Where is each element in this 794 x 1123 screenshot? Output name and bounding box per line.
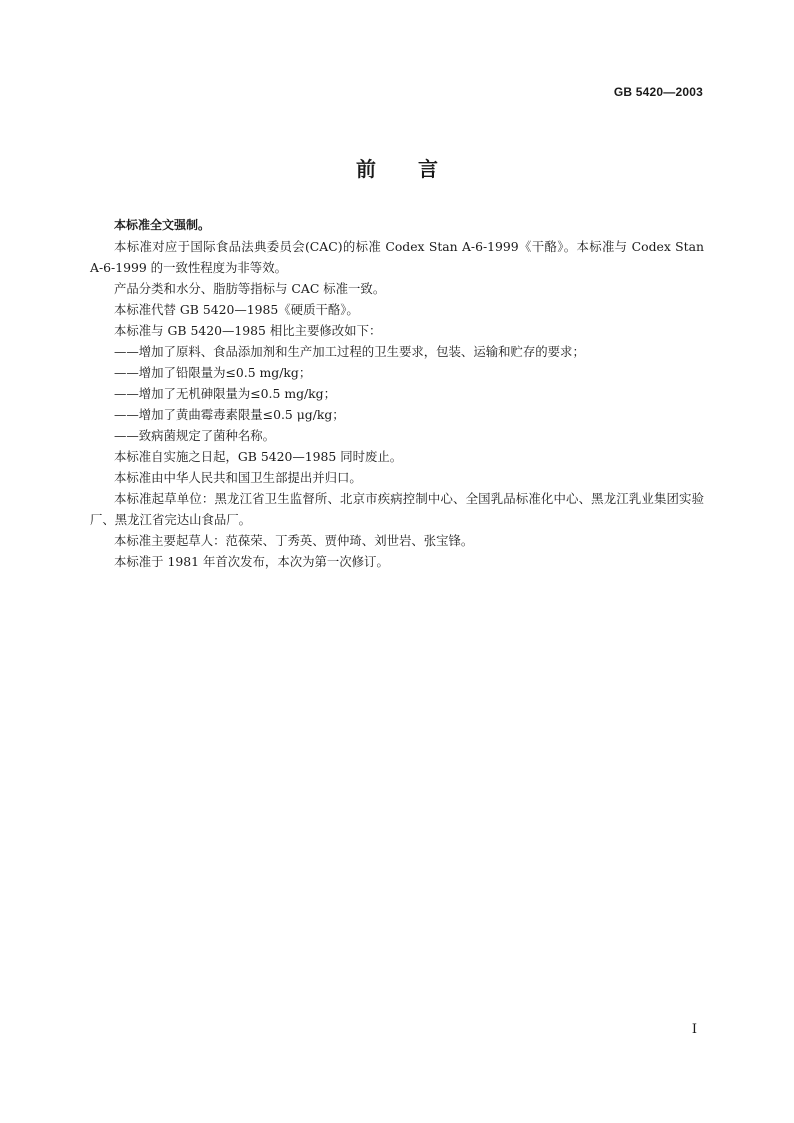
paragraph-correspondence: 本标准对应于国际食品法典委员会(CAC)的标准 Codex Stan A-6-1999《干酪》。本标准与 Codex Stan A-6-1999 的一致性程度为非等效。	[90, 239, 704, 275]
page-number: I	[691, 1022, 697, 1037]
mandatory-statement: 本标准全文强制。	[114, 218, 211, 232]
preface-body	[90, 215, 704, 572]
change-item: ——增加了无机砷限量为≤0.5 mg/kg；	[114, 386, 337, 401]
paragraph-changes-intro: 本标准与 GB 5420—1985 相比主要修改如下：	[114, 323, 382, 338]
change-item: ——增加了铅限量为≤0.5 mg/kg；	[114, 365, 312, 380]
standard-code: GB 5420—2003	[613, 85, 703, 99]
paragraph-proposed-by: 本标准由中华人民共和国卫生部提出并归口。	[114, 470, 362, 485]
paragraph-classification: 产品分类和水分、脂肪等指标与 CAC 标准一致。	[114, 281, 386, 296]
change-item: ——增加了原料、食品添加剂和生产加工过程的卫生要求，包装、运输和贮存的要求；	[114, 344, 585, 359]
page-title	[0, 153, 794, 182]
change-item: ——致病菌规定了菌种名称。	[114, 428, 276, 443]
paragraph-history: 本标准于 1981 年首次发布，本次为第一次修订。	[114, 554, 389, 569]
paragraph-abolished: 本标准自实施之日起，GB 5420—1985 同时废止。	[114, 449, 403, 464]
paragraph-drafters: 本标准主要起草人：范葆荣、丁秀英、贾仲琦、刘世岩、张宝锋。	[114, 533, 474, 548]
title-part-1: 前	[356, 157, 376, 181]
paragraph-drafting-units: 本标准起草单位：黑龙江省卫生监督所、北京市疾病控制中心、全国乳品标准化中心、黑龙江乳业集团实验厂、黑龙江省完达山食品厂。	[90, 491, 704, 527]
change-item: ——增加了黄曲霉毒素限量≤0.5 μg/kg；	[114, 407, 345, 422]
paragraph-replaces: 本标准代替 GB 5420—1985《硬质干酪》。	[114, 302, 359, 317]
title-part-2: 言	[418, 157, 438, 181]
